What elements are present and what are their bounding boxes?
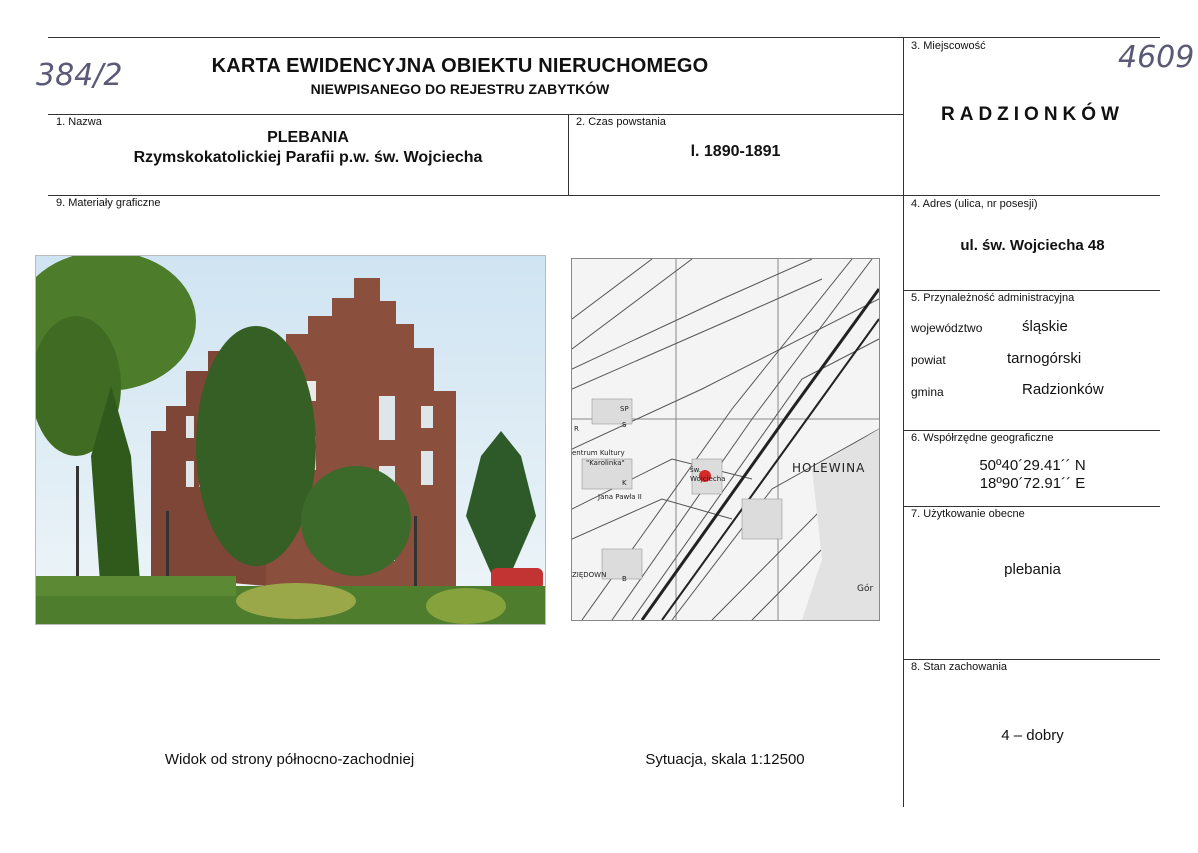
card-title: KARTA EWIDENCYJNA OBIEKTU NIERUCHOMEGO bbox=[211, 55, 709, 77]
svg-text:S: S bbox=[622, 421, 627, 429]
situation-map bbox=[571, 258, 880, 621]
header-bottom-border bbox=[48, 114, 903, 115]
current-use-value: plebania bbox=[1004, 561, 1061, 578]
construction-date-label: 2. Czas powstania bbox=[576, 116, 666, 128]
situation-map-image bbox=[572, 259, 879, 620]
construction-date-value: l. 1890-1891 bbox=[690, 143, 781, 160]
name-value-line1: PLEBANIA bbox=[267, 129, 349, 146]
longitude-value: 18º90´72.91´´ E bbox=[979, 475, 1086, 492]
admin-bottom-border bbox=[903, 430, 1160, 431]
photo-caption: Widok od strony północno-zachodniej bbox=[164, 751, 415, 768]
name-value-line2: Rzymskokatolickiej Parafii p.w. św. Wojciecha bbox=[133, 149, 483, 166]
usage-bottom-border bbox=[903, 659, 1160, 660]
svg-text:"Karolinka": "Karolinka" bbox=[586, 459, 625, 467]
svg-text:B: B bbox=[622, 575, 627, 583]
handwritten-inventory-number: 4609 bbox=[1118, 40, 1195, 75]
condition-label: 8. Stan zachowania bbox=[911, 661, 1008, 673]
card-subtitle: NIEWPISANEGO DO REJESTRU ZABYTKÓW bbox=[310, 81, 610, 97]
svg-text:Jana Pawła II: Jana Pawła II bbox=[598, 493, 642, 501]
admin-label: 5. Przynależność administracyjna bbox=[911, 292, 1075, 304]
svg-text:św.: św. bbox=[690, 466, 701, 474]
row1-bottom-border bbox=[48, 195, 1160, 196]
top-border bbox=[48, 37, 1160, 38]
building-photo bbox=[35, 255, 546, 625]
locality-value: RADZIONKÓW bbox=[941, 104, 1124, 125]
svg-text:ZIĘDOWN: ZIĘDOWN bbox=[572, 571, 607, 579]
address-bottom-border bbox=[903, 290, 1160, 291]
coords-bottom-border bbox=[903, 506, 1160, 507]
locality-label: 3. Miejscowość bbox=[911, 40, 986, 52]
name-label: 1. Nazwa bbox=[56, 116, 102, 128]
svg-text:R: R bbox=[574, 425, 579, 433]
graphics-label: 9. Materiały graficzne bbox=[56, 197, 161, 209]
condition-value: 4 – dobry bbox=[1001, 727, 1064, 744]
building-photo-image bbox=[36, 256, 545, 624]
map-caption: Sytuacja, skala 1:12500 bbox=[645, 751, 805, 768]
handwritten-reference-number: 384/2 bbox=[36, 58, 123, 93]
admin-row-municipality-value: Radzionków bbox=[1022, 381, 1104, 398]
admin-row-voivodeship-key: województwo bbox=[911, 321, 983, 335]
svg-text:HOLEWINA: HOLEWINA bbox=[792, 461, 866, 475]
address-label: 4. Adres (ulica, nr posesji) bbox=[911, 198, 1038, 210]
admin-row-voivodeship-value: śląskie bbox=[1022, 318, 1068, 335]
svg-text:entrum Kultury: entrum Kultury bbox=[572, 449, 625, 457]
admin-row-county-key: powiat bbox=[911, 353, 946, 367]
coordinates-label: 6. Współrzędne geograficzne bbox=[911, 432, 1054, 444]
admin-row-municipality-key: gmina bbox=[911, 385, 944, 399]
svg-text:K: K bbox=[622, 479, 627, 487]
address-value: ul. św. Wojciecha 48 bbox=[960, 237, 1105, 254]
latitude-value: 50º40´29.41´´ N bbox=[979, 457, 1086, 474]
current-use-label: 7. Użytkowanie obecne bbox=[911, 508, 1025, 520]
svg-text:Gór: Gór bbox=[857, 584, 874, 594]
svg-text:Wojciecha: Wojciecha bbox=[690, 475, 726, 483]
right-column-divider bbox=[903, 37, 904, 807]
svg-text:SP: SP bbox=[620, 405, 629, 413]
admin-row-county-value: tarnogórski bbox=[1007, 350, 1082, 367]
